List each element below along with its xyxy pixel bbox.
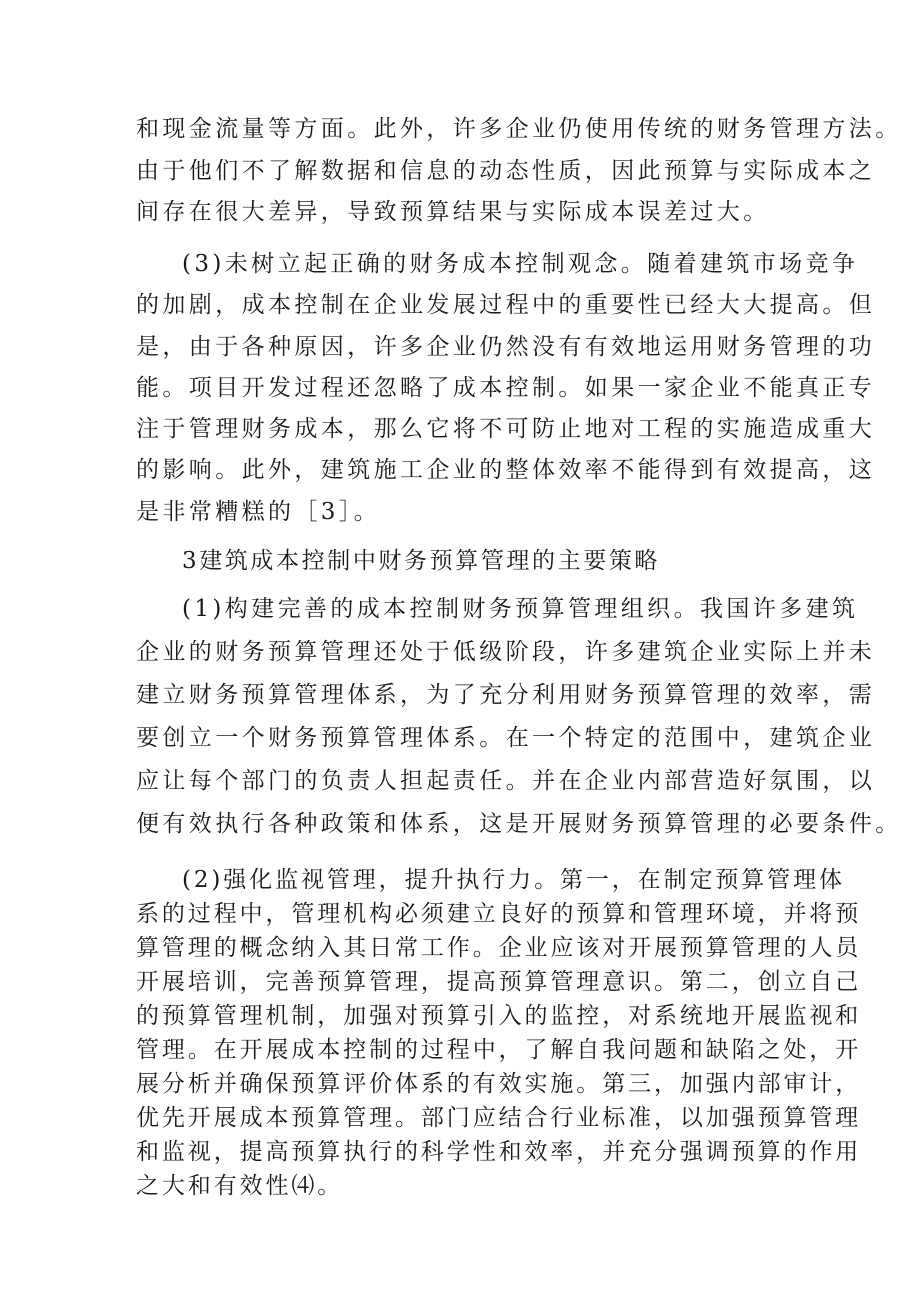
text-line: 注于管理财务成本，那么它将不可防止地对工程的实施造成重大 <box>136 416 876 442</box>
text-line: 和现金流量等方面。此外，许多企业仍使用传统的财务管理方法。 <box>136 116 902 142</box>
text-line: 能。项目开发过程还忽略了成本控制。如果一家企业不能真正专 <box>136 375 876 401</box>
text-line: 建立财务预算管理体系，为了充分利用财务预算管理的效率，需 <box>136 682 876 708</box>
text-line: 的预算管理机制，加强对预算引入的监控，对系统地开展监视和 <box>136 1003 862 1029</box>
text-line: 应让每个部门的负责人担起责任。并在企业内部营造好氛围，以 <box>136 768 876 794</box>
text-line: (2)强化监视管理，提升执行力。第一，在制定预算管理体 <box>182 867 845 893</box>
text-line: (3)未树立起正确的财务成本控制观念。随着建筑市场竞争 <box>182 251 859 277</box>
text-line: 要创立一个财务预算管理体系。在一个特定的范围中，建筑企业 <box>136 725 876 751</box>
text-line: 是非常糟糕的［3］。 <box>136 499 381 525</box>
text-line: 优先开展成本预算管理。部门应结合行业标准，以加强预算管理 <box>136 1105 862 1131</box>
text-line: 开展培训，完善预算管理，提高预算管理意识。第二，创立自己 <box>136 969 862 995</box>
text-line: 是，由于各种原因，许多企业仍然没有有效地运用财务管理的功 <box>136 334 876 360</box>
text-line: 间存在很大差异，导致预算结果与实际成本误差过大。 <box>136 199 770 225</box>
text-line: 便有效执行各种政策和体系，这是开展财务预算管理的必要条件。 <box>136 811 902 837</box>
section-heading: 3建筑成本控制中财务预算管理的主要策略 <box>182 548 661 574</box>
text-line: 之大和有效性⑷。 <box>136 1173 344 1199</box>
text-line: 的影响。此外，建筑施工企业的整体效率不能得到有效提高，这 <box>136 457 876 483</box>
text-line: 展分析并确保预算评价体系的有效实施。第三，加强内部审计， <box>136 1071 862 1097</box>
text-line: 的加剧，成本控制在企业发展过程中的重要性已经大大提高。但 <box>136 292 876 318</box>
text-line: 管理。在开展成本控制的过程中，了解自我问题和缺陷之处，开 <box>136 1037 862 1063</box>
text-line: 和监视，提高预算执行的科学性和效率，并充分强调预算的作用 <box>136 1139 862 1165</box>
text-line: 企业的财务预算管理还处于低级阶段，许多建筑企业实际上并未 <box>136 639 876 665</box>
text-line: 系的过程中，管理机构必须建立良好的预算和管理环境，并将预 <box>136 901 862 927</box>
text-line: 由于他们不了解数据和信息的动态性质，因此预算与实际成本之 <box>136 158 876 184</box>
text-line: 算管理的概念纳入其日常工作。企业应该对开展预算管理的人员 <box>136 935 862 961</box>
text-line: (1)构建完善的成本控制财务预算管理组织。我国许多建筑 <box>182 596 859 622</box>
